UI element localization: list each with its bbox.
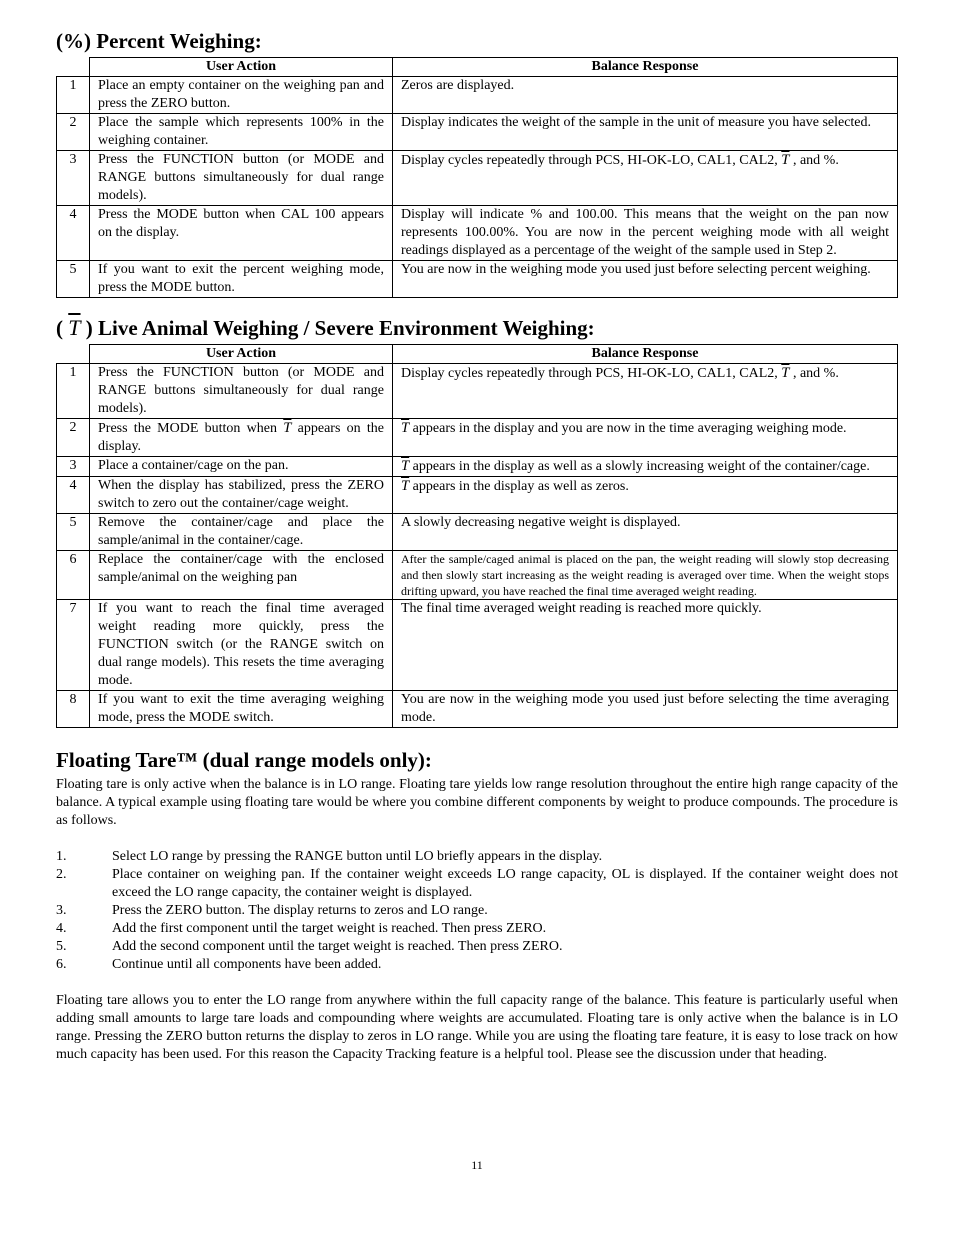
time-average-symbol: $\overline{T}$ [781, 152, 790, 168]
heading-text: ) Live Animal Weighing / Severe Environment Weighing: [85, 316, 595, 340]
table-row [57, 151, 898, 206]
step-text: Place container on weighing pan. If the container weight exceeds LO range capacity, OL is displayed. If the container weight does not exceed the LO range capacity, the container weight is displayed. [112, 867, 898, 900]
step-number: 4. [56, 921, 67, 936]
header-user-action: User Action [90, 58, 393, 77]
step-number: 5 [57, 261, 90, 298]
balance-response: You are now in the weighing mode you used just before selecting percent weighing. [393, 261, 898, 298]
response-text: appears in the display as well as a slowly increasing weight of the container/cage. [412, 459, 870, 474]
user-action: If you want to exit the percent weighing mode, press the MODE button. [90, 261, 393, 298]
step-number: 1 [57, 364, 90, 419]
time-average-symbol: $\overline{T}$ [781, 365, 790, 381]
balance-response [393, 457, 898, 477]
table-row [57, 419, 898, 457]
response-text: appears in the display as well as zeros. [412, 479, 629, 494]
balance-response: You are now in the weighing mode you used just before selecting the time averaging mode. [393, 691, 898, 728]
balance-response: After the sample/caged animal is placed on the pan, the weight reading will slowly stop decreasing and then slowly start increasing as the weight reading is averaged over time. When the weight stops drifting upward, you have reached the final time averaged weight reading. [393, 551, 898, 600]
live-animal-weighing-heading [56, 316, 898, 340]
header-user-action: User Action [90, 345, 393, 364]
floating-tare-closing: Floating tare allows you to enter the LO range from anywhere within the full capacity range of the balance. This feature is particularly useful when adding small amounts to large tare loads and compounding where weights are accumulated. Floating tare is only active when the balance is in LO range. Pressing the ZERO button returns the display to zeros in LO range. While you are using the floating tare feature, it is easy to lose track on how much capacity has been used. For this reason the Capacity Tracking feature is a helpful tool. Please see the discussion under that heading. [56, 993, 898, 1062]
percent-weighing-table [56, 57, 898, 298]
user-action: Remove the container/cage and place the sample/animal in the container/cage. [90, 514, 393, 551]
time-average-symbol: $\overline{T}$ [401, 478, 410, 494]
balance-response: Display will indicate % and 100.00. This means that the weight on the pan now represents 100.00%. You are now in the percent weighing mode with all weight readings displayed as a percentage of the weight of the sample used in Step 2. [393, 206, 898, 261]
user-action: Place a container/cage on the pan. [90, 457, 393, 477]
user-action [90, 419, 393, 457]
user-action: If you want to reach the final time averaged weight reading more quickly, press the FUNCTION switch (or the RANGE switch on dual range models). This resets the time averaging mode. [90, 600, 393, 691]
balance-response: Display indicates the weight of the sample in the unit of measure you have selected. [393, 114, 898, 151]
balance-response [393, 477, 898, 514]
header-balance-response: Balance Response [393, 58, 898, 77]
header-blank [57, 345, 90, 364]
response-text: , and %. [792, 366, 839, 381]
floating-tare-intro: Floating tare is only active when the balance is in LO range. Floating tare yields low range resolution throughout the entire high range capacity of the balance. A typical example using floating tare would be where you combine different components by weight to produce compounds. The procedure is as follows. [56, 777, 898, 828]
list-item [56, 866, 898, 902]
user-action: Press the FUNCTION button (or MODE and RANGE buttons simultaneously for dual range models). [90, 151, 393, 206]
table-row [57, 364, 898, 419]
list-item [56, 848, 898, 866]
document-page [56, 29, 898, 1064]
header-blank [57, 58, 90, 77]
step-number: 5 [57, 514, 90, 551]
step-text: Press the ZERO button. The display returns to zeros and LO range. [112, 903, 488, 918]
step-text: Add the second component until the target weight is reached. Then press ZERO. [112, 939, 563, 954]
time-average-symbol: T [68, 315, 81, 340]
balance-response [393, 419, 898, 457]
time-average-symbol: $\overline{T}$ [283, 420, 292, 436]
step-number: 8 [57, 691, 90, 728]
response-text: Display cycles repeatedly through PCS, HI-OK-LO, CAL1, CAL2, [401, 366, 778, 381]
balance-response [393, 364, 898, 419]
step-text: Select LO range by pressing the RANGE button until LO briefly appears in the display. [112, 849, 603, 864]
floating-tare-steps [56, 848, 898, 974]
step-number: 6 [57, 551, 90, 600]
step-number: 2 [57, 419, 90, 457]
response-text: appears in the display and you are now in the time averaging weighing mode. [412, 421, 847, 436]
table-row [57, 77, 898, 114]
user-action: Replace the container/cage with the enclosed sample/animal on the weighing pan [90, 551, 393, 600]
response-text: Display cycles repeatedly through PCS, HI-OK-LO, CAL1, CAL2, [401, 153, 778, 168]
floating-tare-heading: Floating Tare™ (dual range models only): [56, 748, 432, 772]
step-number: 5. [56, 939, 67, 954]
user-action: Press the FUNCTION button (or MODE and RANGE buttons simultaneously for dual range models). [90, 364, 393, 419]
action-text: Press the MODE button when [98, 421, 277, 436]
list-item [56, 902, 898, 920]
list-item [56, 938, 898, 956]
user-action: When the display has stabilized, press the ZERO switch to zero out the container/cage weight. [90, 477, 393, 514]
percent-weighing-heading: (%) Percent Weighing: [56, 29, 262, 53]
user-action: Press the MODE button when CAL 100 appears on the display. [90, 206, 393, 261]
list-item [56, 920, 898, 938]
heading-paren: ( [56, 316, 63, 340]
step-number: 3 [57, 457, 90, 477]
table-row [57, 551, 898, 600]
header-balance-response: Balance Response [393, 345, 898, 364]
table-row [57, 457, 898, 477]
table-row [57, 691, 898, 728]
live-animal-weighing-table [56, 344, 898, 728]
step-number: 4 [57, 206, 90, 261]
table-header-row [57, 345, 898, 364]
step-number: 2. [56, 867, 67, 882]
table-row [57, 477, 898, 514]
list-item [56, 956, 898, 974]
step-text: Continue until all components have been added. [112, 957, 382, 972]
user-action: If you want to exit the time averaging weighing mode, press the MODE switch. [90, 691, 393, 728]
table-row [57, 600, 898, 691]
balance-response: A slowly decreasing negative weight is displayed. [393, 514, 898, 551]
table-row [57, 514, 898, 551]
user-action: Place the sample which represents 100% in the weighing container. [90, 114, 393, 151]
time-average-symbol: $\overline{T}$ [401, 420, 410, 436]
step-number: 1. [56, 849, 67, 864]
time-average-symbol: $\overline{T}$ [401, 458, 410, 474]
step-number: 7 [57, 600, 90, 691]
page-number: 11 [471, 1158, 483, 1172]
user-action: Place an empty container on the weighing pan and press the ZERO button. [90, 77, 393, 114]
balance-response [393, 151, 898, 206]
balance-response: The final time averaged weight reading is reached more quickly. [393, 600, 898, 691]
response-text: , and %. [792, 153, 839, 168]
step-number: 2 [57, 114, 90, 151]
step-number: 4 [57, 477, 90, 514]
step-number: 3. [56, 903, 67, 918]
table-row [57, 114, 898, 151]
step-text: Add the first component until the target weight is reached. Then press ZERO. [112, 921, 547, 936]
action-text: appears on the display. [98, 421, 385, 454]
step-number: 3 [57, 151, 90, 206]
table-row [57, 261, 898, 298]
balance-response: Zeros are displayed. [393, 77, 898, 114]
step-number: 1 [57, 77, 90, 114]
table-row [57, 206, 898, 261]
table-header-row [57, 58, 898, 77]
step-number: 6. [56, 957, 67, 972]
